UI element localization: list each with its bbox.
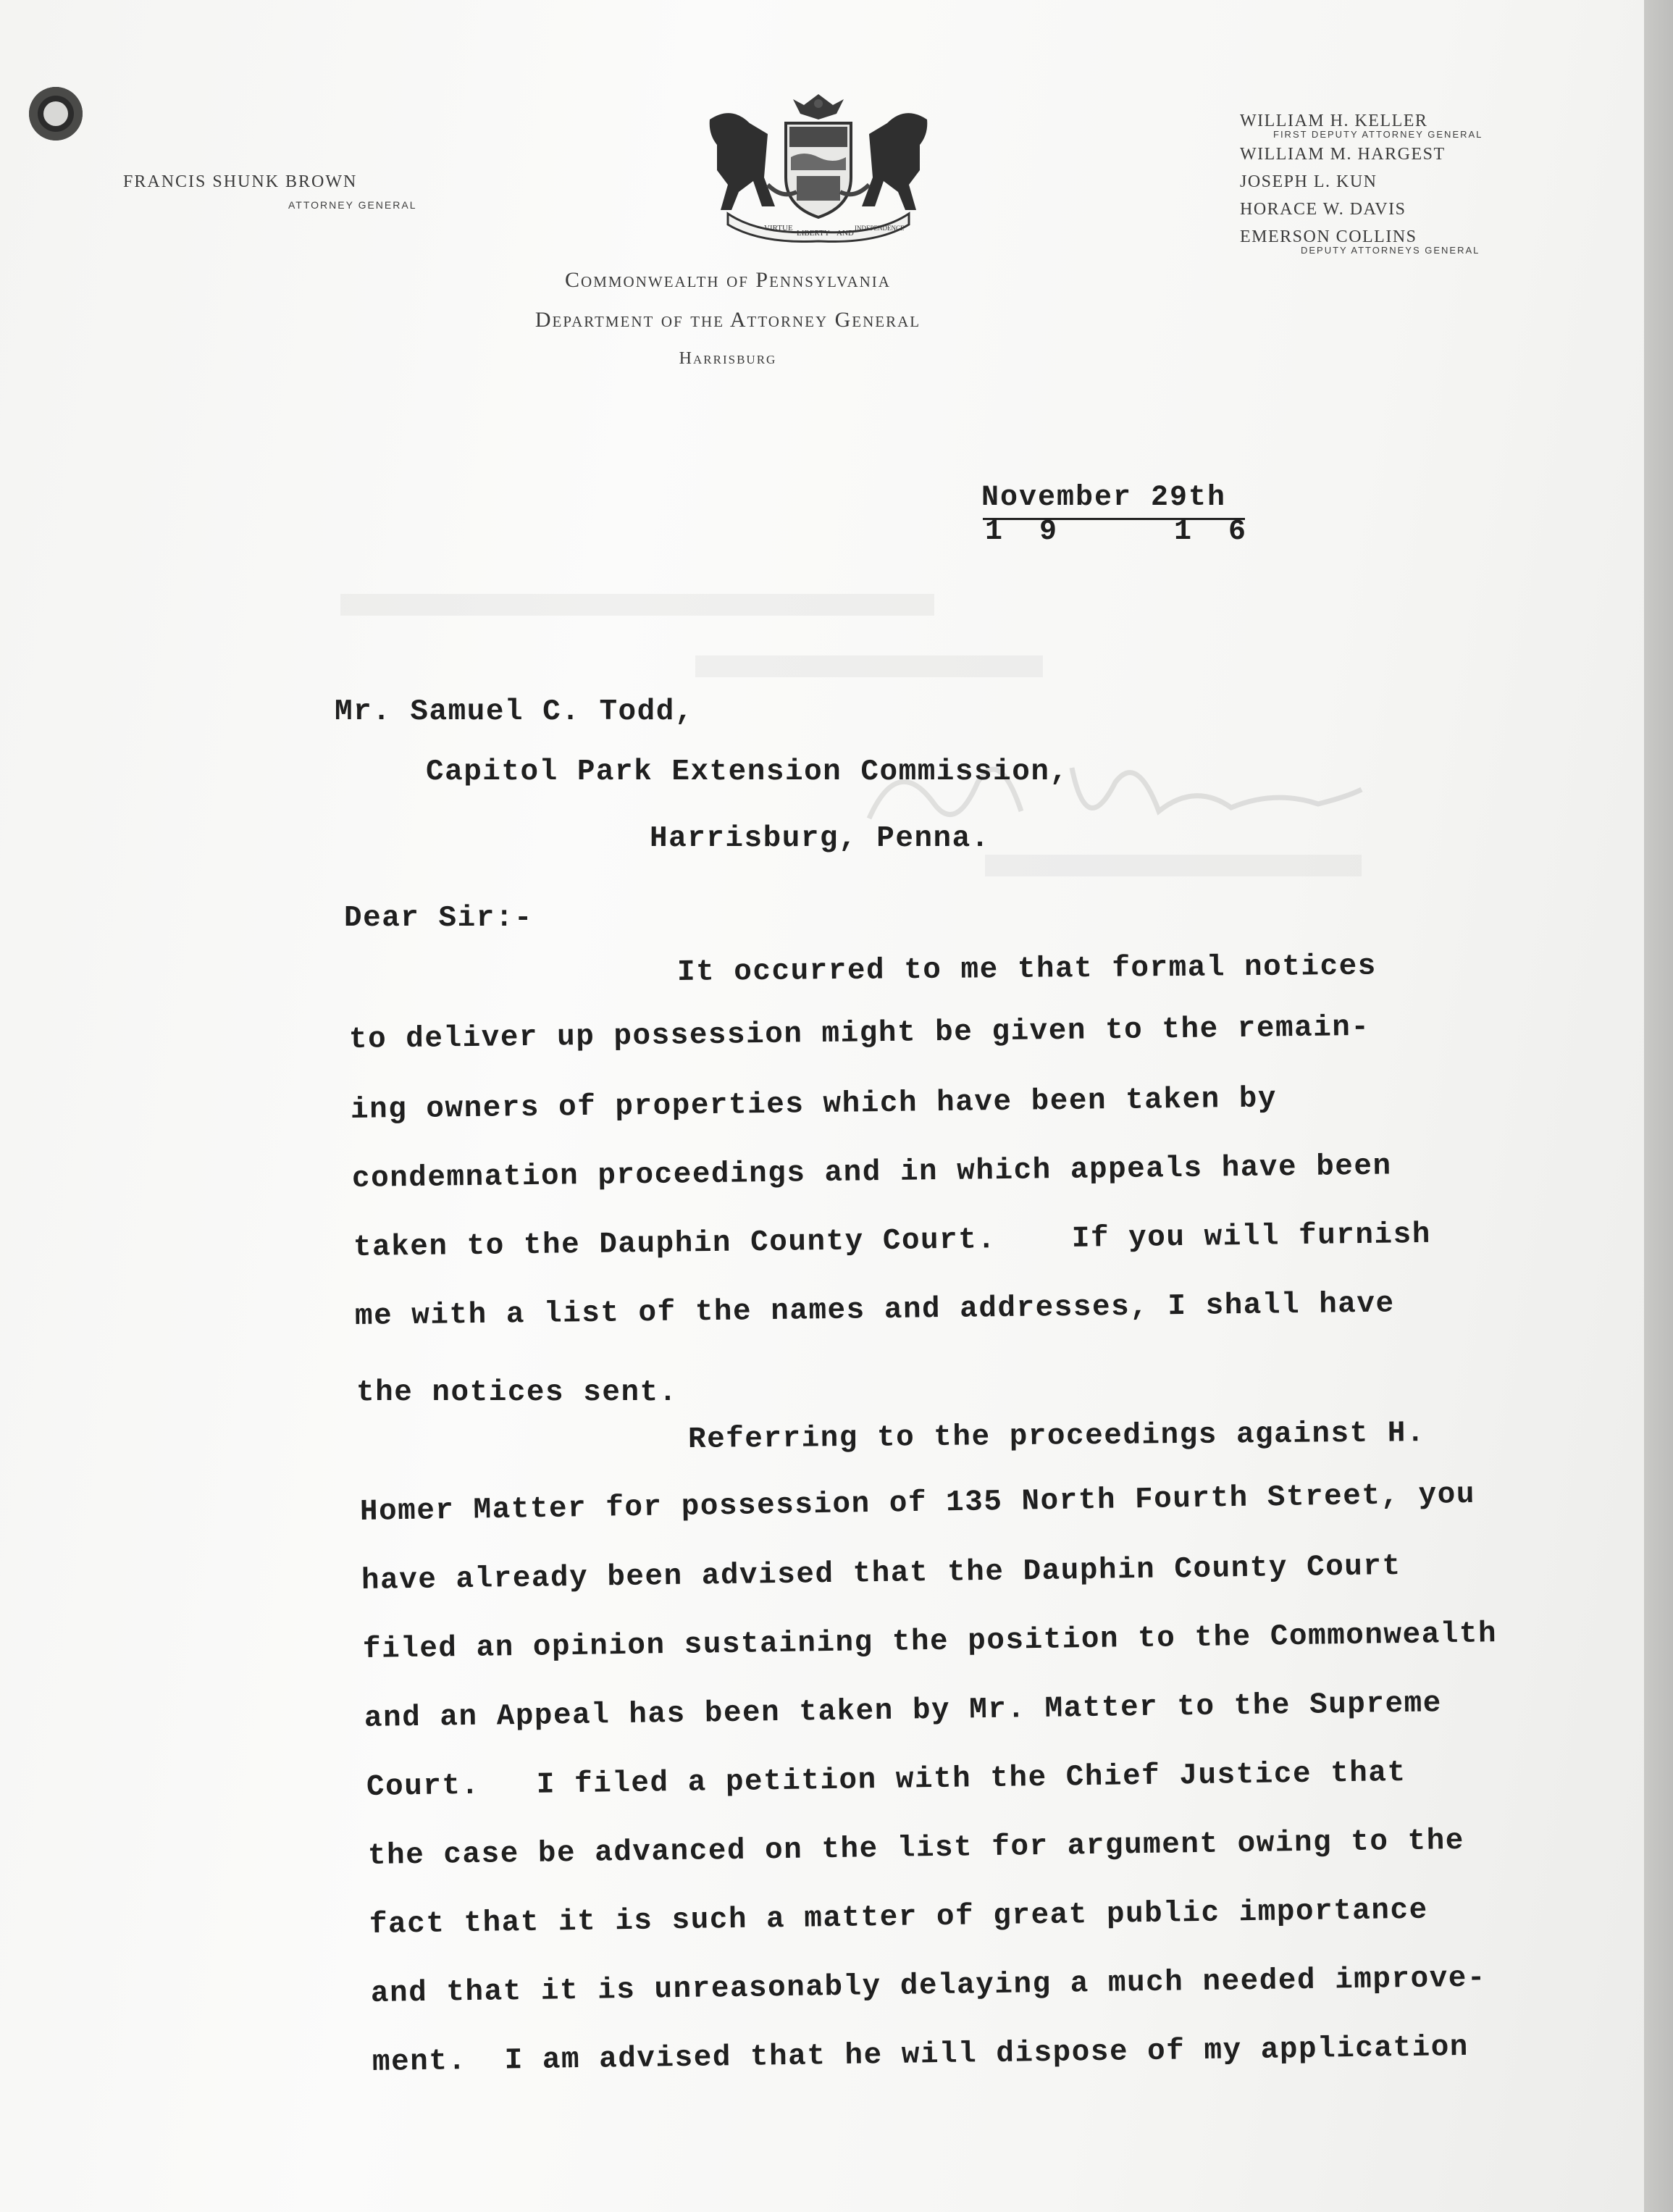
letterhead-department: Department of the Attorney General: [534, 308, 921, 332]
deputy-name: JOSEPH L. KUN: [1240, 172, 1378, 191]
deputy-name: WILLIAM M. HARGEST: [1240, 145, 1446, 164]
show-through-offset: [340, 594, 934, 616]
body-line: ing owners of properties which have been taken by: [350, 1082, 1278, 1127]
year-digit: 9: [1039, 516, 1057, 548]
deputies-list: [1240, 107, 1544, 256]
show-through-offset: [695, 655, 1043, 677]
recipient-name: Mr. Samuel C. Todd,: [335, 695, 694, 729]
year-digit: 1: [1173, 516, 1191, 548]
body-line: condemnation proceedings and in which appeals have been: [351, 1149, 1392, 1196]
body-line: the case be advanced on the list for argument owing to the: [367, 1824, 1465, 1873]
deputy-title: FIRST DEPUTY ATTORNEY GENERAL: [1273, 129, 1483, 140]
attorney-general-name: FRANCIS SHUNK BROWN: [123, 172, 358, 191]
body-line: me with a list of the names and addresses, I shall have: [354, 1287, 1395, 1333]
body-line: and an Appeal has been taken by Mr. Matter to the Supreme: [364, 1687, 1443, 1735]
letterhead-commonwealth: Commonwealth of Pennsylvania: [565, 268, 891, 292]
seal-banner-and: AND: [836, 229, 854, 238]
letter-year: [985, 516, 1246, 548]
body-line: to deliver up possession might be given to the remain-: [348, 1010, 1370, 1057]
punch-hole: [29, 87, 83, 141]
deputy-name: HORACE W. DAVIS: [1240, 200, 1406, 219]
body-line: Court. I filed a petition with the Chief Justice that: [366, 1756, 1406, 1804]
body-line: and that it is unreasonably delaying a much needed improve-: [370, 1961, 1487, 2011]
deputy-name: EMERSON COLLINS: [1240, 227, 1417, 246]
letter-date: November 29th: [981, 482, 1227, 514]
year-digit: 1: [985, 516, 1003, 548]
show-through-offset: [985, 855, 1362, 876]
body-line: It occurred to me that formal notices: [676, 950, 1378, 989]
pennsylvania-coat-of-arms-seal: [695, 91, 942, 243]
body-line: Homer Matter for possession of 135 North Fourth Street, you: [359, 1478, 1476, 1529]
seal-banner-independence: INDEPENDENCE: [855, 225, 905, 232]
salutation: Dear Sir:-: [344, 902, 534, 935]
body-line: Referring to the proceedings against H.: [687, 1417, 1426, 1457]
recipient-organization: Capitol Park Extension Commission,: [426, 755, 1069, 789]
deputy-name: WILLIAM H. KELLER: [1240, 112, 1428, 130]
page-edge: [1644, 0, 1673, 2212]
body-line: filed an opinion sustaining the position to the Commonwealth: [362, 1617, 1498, 1667]
seal-banner-liberty: LIBERTY: [797, 229, 830, 238]
deputy-title: DEPUTY ATTORNEYS GENERAL: [1301, 245, 1480, 256]
body-line: fact that it is such a matter of great public importance: [369, 1893, 1429, 1942]
body-line: have already been advised that the Dauphin County Court: [361, 1549, 1401, 1598]
year-digit: 6: [1228, 516, 1246, 548]
seal-banner-virtue: VIRTUE: [764, 224, 793, 232]
recipient-city: Harrisburg, Penna.: [650, 822, 990, 855]
attorney-general-title: ATTORNEY GENERAL: [288, 199, 417, 211]
body-line: ment. I am advised that he will dispose of my application: [372, 2030, 1469, 2079]
body-line: the notices sent.: [356, 1376, 678, 1409]
body-line: taken to the Dauphin County Court. If you will furnish: [353, 1218, 1432, 1265]
letterhead-city: Harrisburg: [679, 349, 777, 368]
